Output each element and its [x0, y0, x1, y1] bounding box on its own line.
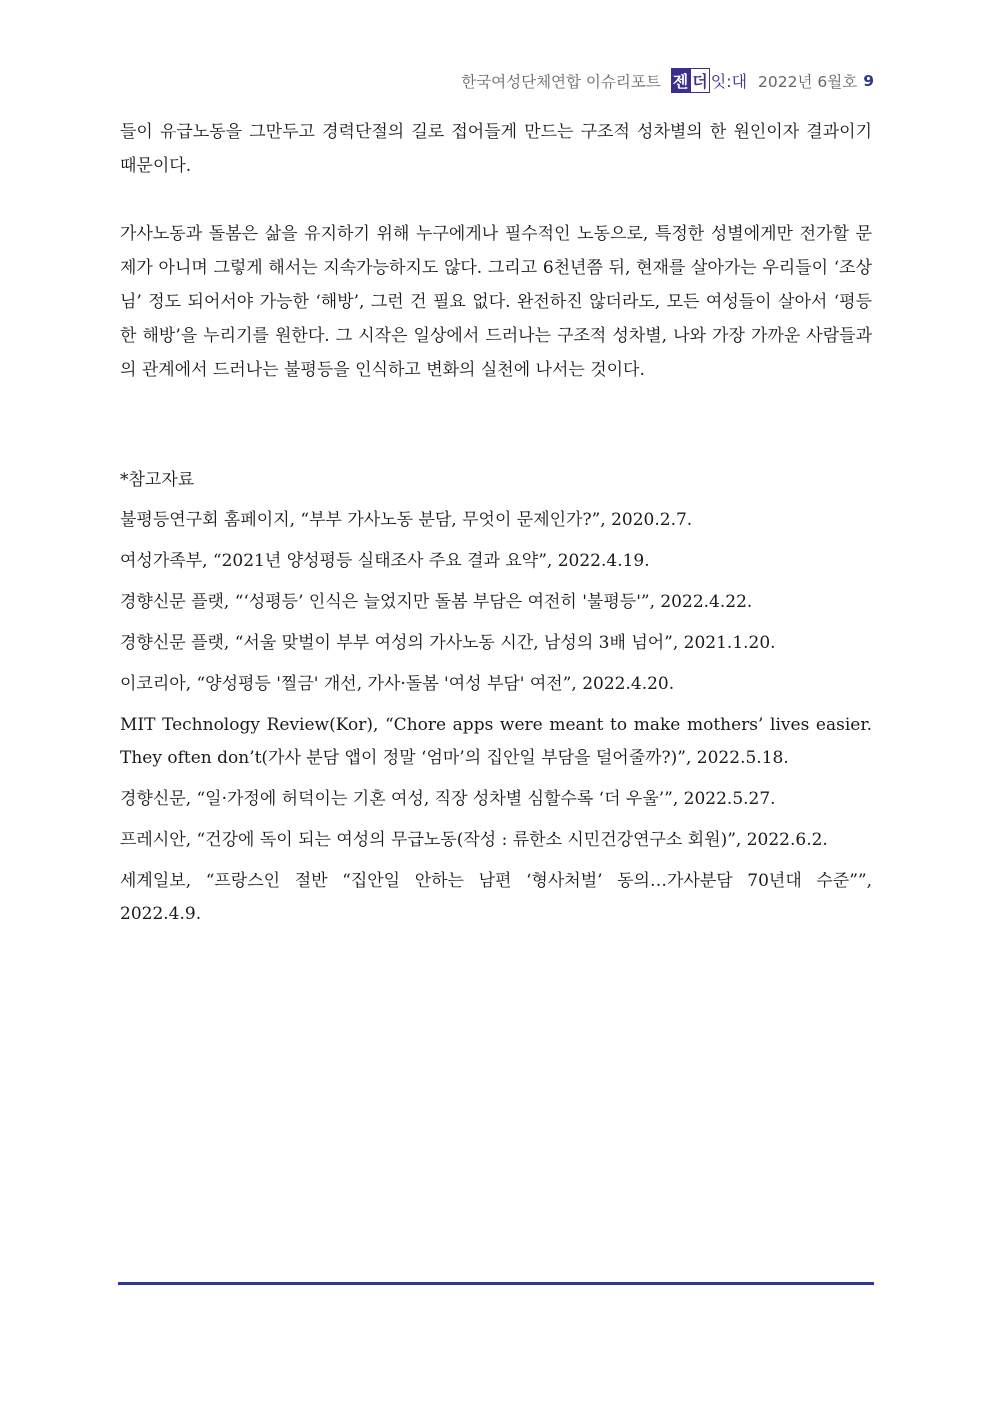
logo-part-1: 젠: [671, 68, 690, 93]
issue-date: 2022년 6월호: [758, 72, 858, 91]
reference-item: 경향신문 플랫, “서울 맞벌이 부부 여성의 가사노동 시간, 남성의 3배 넘어”, 2021.1.20.: [120, 633, 776, 653]
org-name: 한국여성단체연합 이슈리포트: [461, 72, 661, 91]
reference-item: 이코리아, “양성평등 '찔금' 개선, 가사·돌봄 '여성 부담' 여전”, 2022.4.20.: [120, 674, 675, 694]
body-paragraph-2: 가사노동과 돌봄은 삶을 유지하기 위해 누구에게나 필수적인 노동으로, 특정한 성별에게만 전가할 문제가 아니며 그렇게 해서는 지속가능하지도 않다. 그리고 6천년쯤 뒤, 현재를 살아가는 우리들이 ‘조상님’ 정도 되어서야 가능한 ‘해방’, 그런 건 필요 없다. 완전하진 않더라도, 모든 여성들이 살아서 ‘평등한 해방’을 누리기를 원한다. 그 시작은 일상에서 드러나는 구조적 성차별, 나와 가장 가까운 사람들과의 관계에서 드러나는 불평등을 인식하고 변화의 실천에 나서는 것이다.: [120, 224, 872, 380]
logo-part-2: 더: [690, 68, 709, 93]
references-title: *참고자료: [120, 470, 195, 490]
references-section: [120, 463, 872, 931]
paragraph-spacer: [120, 183, 872, 217]
section-spacer: [120, 387, 872, 463]
reference-item: 경향신문, “일·가정에 허덕이는 기혼 여성, 직장 성차별 심할수록 ‘더 우울’”, 2022.5.27.: [120, 789, 776, 809]
page-header: [461, 68, 874, 93]
logo-part-3: 잇:대: [710, 72, 748, 91]
reference-item: 경향신문 플랫, “‘성평등’ 인식은 늘었지만 돌봄 부담은 여전히 '불평등'”, 2022.4.22.: [120, 592, 753, 612]
reference-item: 불평등연구회 홈페이지, “부부 가사노동 분담, 무엇이 문제인가?”, 2020.2.7.: [120, 510, 693, 530]
footer-divider: [118, 1282, 874, 1285]
reference-item: MIT Technology Review(Kor), “Chore apps were meant to make mothers’ lives easier. They often don’t(가사 분담 앱이 정말 ‘엄마’의 집안일 부담을 덜어줄까?)”, 2022.5.18.: [120, 715, 872, 768]
page-content: [120, 115, 872, 939]
body-paragraph-1: 들이 유급노동을 그만두고 경력단절의 길로 접어들게 만드는 구조적 성차별의 한 원인이자 결과이기 때문이다.: [120, 122, 872, 176]
page-number: 9: [863, 71, 874, 90]
reference-item: 여성가족부, “2021년 양성평등 실태조사 주요 결과 요약”, 2022.4.19.: [120, 551, 650, 571]
reference-item: 프레시안, “건강에 독이 되는 여성의 무급노동(작성 : 류한소 시민건강연구소 회원)”, 2022.6.2.: [120, 830, 828, 850]
reference-item: 세계일보, “프랑스인 절반 “집안일 안하는 남편 ‘형사처벌’ 동의…가사분담 70년대 수준””, 2022.4.9.: [120, 871, 872, 924]
gender-itda-logo: [671, 68, 748, 93]
